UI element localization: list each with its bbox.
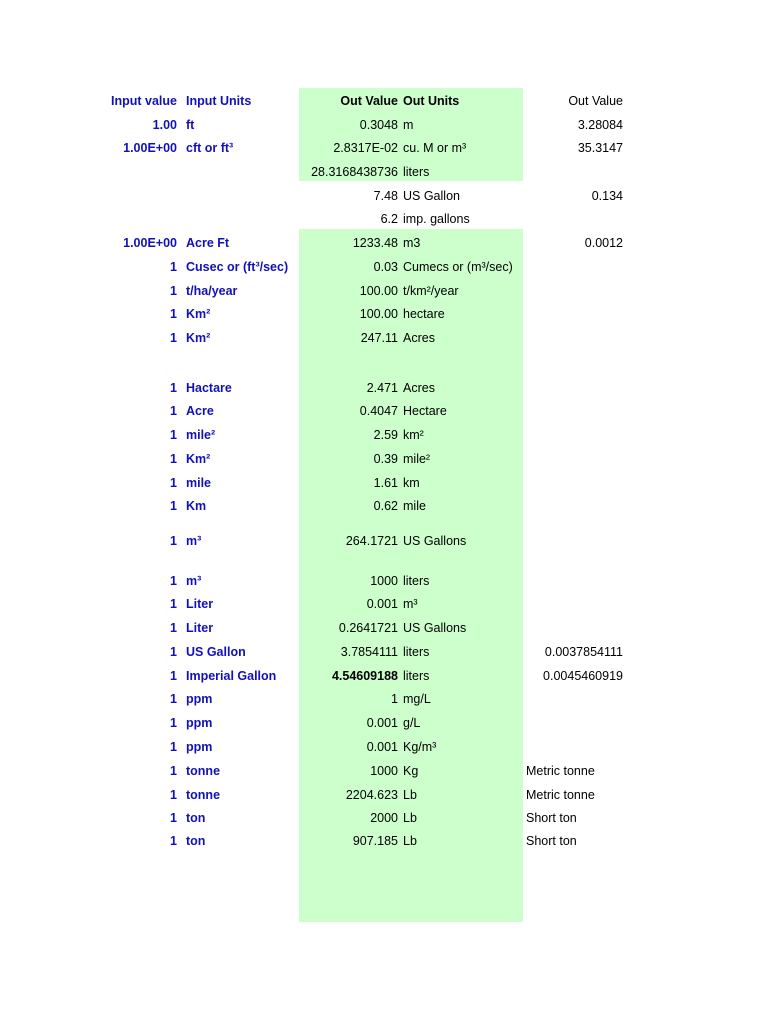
out-value: 4.54609188 bbox=[331, 669, 398, 683]
input-value: 1.00 bbox=[152, 118, 177, 132]
row-note: Short ton bbox=[526, 811, 577, 825]
input-value: 1 bbox=[170, 669, 177, 683]
out-units: imp. gallons bbox=[403, 212, 470, 226]
input-value: 1 bbox=[170, 260, 177, 274]
out-value: 2204.623 bbox=[345, 788, 398, 802]
input-value: 1 bbox=[170, 597, 177, 611]
extra-out-value: 0.0012 bbox=[584, 236, 623, 250]
input-units: Imperial Gallon bbox=[186, 669, 277, 683]
input-units: Liter bbox=[186, 621, 214, 635]
input-units: mile² bbox=[186, 428, 216, 442]
input-units: m³ bbox=[186, 534, 202, 548]
out-units: Kg/m³ bbox=[403, 740, 437, 754]
input-units: ton bbox=[186, 834, 206, 848]
out-units: mile² bbox=[403, 452, 431, 466]
out-value: 0.001 bbox=[366, 740, 398, 754]
out-units: mile bbox=[403, 499, 426, 513]
input-units: Acre bbox=[186, 404, 214, 418]
input-value: 1.00E+00 bbox=[123, 236, 177, 250]
out-units: Lb bbox=[403, 834, 417, 848]
out-value: 0.62 bbox=[373, 499, 398, 513]
out-units: Lb bbox=[403, 788, 417, 802]
out-units: Lb bbox=[403, 811, 417, 825]
out-units: US Gallon bbox=[403, 189, 460, 203]
out-units: km² bbox=[403, 428, 424, 442]
input-units: Km² bbox=[186, 307, 211, 321]
out-units: liters bbox=[403, 669, 430, 683]
out-value: 264.1721 bbox=[345, 534, 398, 548]
out-value: 907.185 bbox=[352, 834, 398, 848]
input-units: Acre Ft bbox=[186, 236, 230, 250]
input-units: mile bbox=[186, 476, 212, 490]
out-units: Kg bbox=[403, 764, 419, 778]
input-units: Km bbox=[186, 499, 207, 513]
out-units: Cumecs or (m³/sec) bbox=[403, 260, 513, 274]
out-value: 2000 bbox=[370, 811, 398, 825]
out-value: 28.3168438736 bbox=[311, 165, 398, 179]
extra-out-value: 0.134 bbox=[591, 189, 623, 203]
out-value: 6.2 bbox=[380, 212, 398, 226]
out-value: 1000 bbox=[370, 574, 398, 588]
input-units: ppm bbox=[186, 740, 213, 754]
input-units: Liter bbox=[186, 597, 214, 611]
out-value: 3.7854111 bbox=[340, 645, 398, 659]
out-value: 0.3048 bbox=[359, 118, 398, 132]
out-units: Acres bbox=[403, 331, 435, 345]
out-value: 0.001 bbox=[366, 597, 398, 611]
out-value: 0.001 bbox=[366, 716, 398, 730]
header-input-units: Input Units bbox=[186, 94, 252, 108]
out-units: g/L bbox=[403, 716, 421, 730]
header-out-units: Out Units bbox=[403, 94, 460, 108]
input-value: 1.00E+00 bbox=[123, 141, 177, 155]
input-value: 1 bbox=[170, 534, 177, 548]
input-value: 1 bbox=[170, 788, 177, 802]
out-value: 1 bbox=[391, 692, 398, 706]
input-value: 1 bbox=[170, 716, 177, 730]
input-units: tonne bbox=[186, 764, 221, 778]
input-units: m³ bbox=[186, 574, 202, 588]
input-units: US Gallon bbox=[186, 645, 246, 659]
input-units: tonne bbox=[186, 788, 221, 802]
input-units: ppm bbox=[186, 692, 213, 706]
input-units: Km² bbox=[186, 452, 211, 466]
input-value: 1 bbox=[170, 428, 177, 442]
input-value: 1 bbox=[170, 692, 177, 706]
input-value: 1 bbox=[170, 834, 177, 848]
input-value: 1 bbox=[170, 499, 177, 513]
out-value: 247.11 bbox=[360, 331, 398, 345]
out-value: 0.39 bbox=[373, 452, 398, 466]
input-value: 1 bbox=[170, 645, 177, 659]
extra-out-value: 3.28084 bbox=[577, 118, 623, 132]
out-units: US Gallons bbox=[403, 534, 467, 548]
input-units: ppm bbox=[186, 716, 213, 730]
out-value: 1233.48 bbox=[352, 236, 398, 250]
extra-out-value: 35.3147 bbox=[577, 141, 623, 155]
input-value: 1 bbox=[170, 740, 177, 754]
row-note: Metric tonne bbox=[526, 764, 595, 778]
input-value: 1 bbox=[170, 331, 177, 345]
input-units: Hactare bbox=[186, 381, 232, 395]
header-out-value: Out Value bbox=[340, 94, 398, 108]
out-units: Hectare bbox=[403, 404, 447, 418]
input-units: cft or ft³ bbox=[186, 141, 234, 155]
out-units: liters bbox=[403, 645, 430, 659]
out-value: 100.00 bbox=[359, 284, 398, 298]
input-value: 1 bbox=[170, 811, 177, 825]
out-units: hectare bbox=[403, 307, 445, 321]
input-value: 1 bbox=[170, 621, 177, 635]
out-units: m bbox=[403, 118, 414, 132]
input-units: ton bbox=[186, 811, 206, 825]
input-units: Cusec or (ft³/sec) bbox=[186, 260, 289, 274]
row-note: Short ton bbox=[526, 834, 577, 848]
input-value: 1 bbox=[170, 284, 177, 298]
out-value: 1.61 bbox=[373, 476, 398, 490]
input-value: 1 bbox=[170, 764, 177, 778]
row-note: Metric tonne bbox=[526, 788, 595, 802]
input-value: 1 bbox=[170, 307, 177, 321]
out-units: US Gallons bbox=[403, 621, 467, 635]
out-value: 0.2641721 bbox=[338, 621, 398, 635]
input-units: Km² bbox=[186, 331, 211, 345]
out-units: m³ bbox=[403, 597, 418, 611]
input-value: 1 bbox=[170, 574, 177, 588]
out-value: 100.00 bbox=[359, 307, 398, 321]
out-units: liters bbox=[403, 165, 430, 179]
out-units: km bbox=[403, 476, 420, 490]
input-units: t/ha/year bbox=[186, 284, 238, 298]
input-value: 1 bbox=[170, 404, 177, 418]
out-units: t/km²/year bbox=[403, 284, 459, 298]
out-units: liters bbox=[403, 574, 430, 588]
header-extra-out-value: Out Value bbox=[568, 94, 623, 108]
input-value: 1 bbox=[170, 381, 177, 395]
out-value: 2.8317E-02 bbox=[333, 141, 398, 155]
out-units: m3 bbox=[403, 236, 421, 250]
out-units: mg/L bbox=[403, 692, 431, 706]
header-input-value: Input value bbox=[111, 94, 177, 108]
extra-out-value: 0.0037854111 bbox=[544, 645, 623, 659]
out-units: Acres bbox=[403, 381, 435, 395]
input-value: 1 bbox=[170, 476, 177, 490]
out-value: 0.4047 bbox=[359, 404, 398, 418]
out-value: 7.48 bbox=[373, 189, 398, 203]
extra-out-value: 0.0045460919 bbox=[543, 669, 623, 683]
out-value: 0.03 bbox=[373, 260, 398, 274]
out-value: 2.59 bbox=[373, 428, 398, 442]
input-units: ft bbox=[186, 118, 195, 132]
out-value: 2.471 bbox=[366, 381, 398, 395]
input-value: 1 bbox=[170, 452, 177, 466]
out-value: 1000 bbox=[370, 764, 398, 778]
out-units: cu. M or m³ bbox=[403, 141, 467, 155]
